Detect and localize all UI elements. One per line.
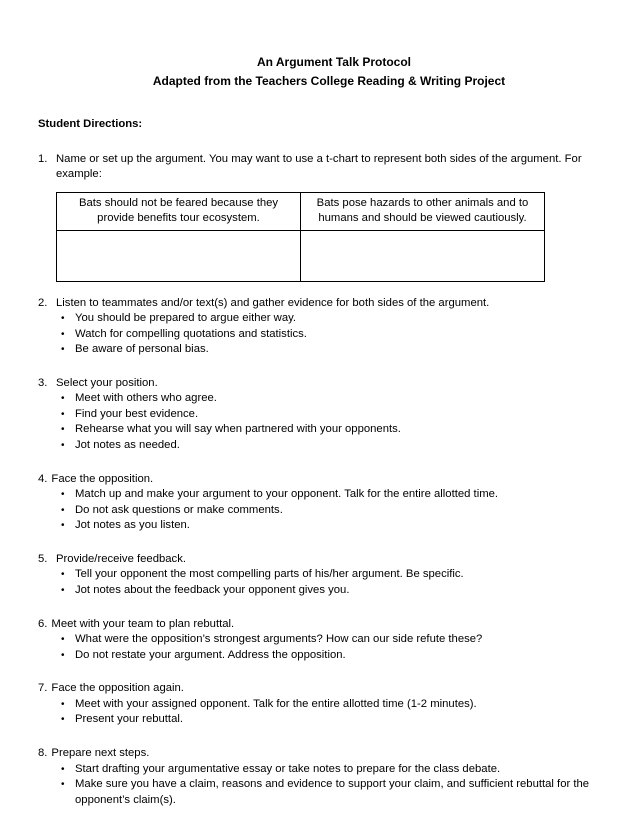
step-text: Face the opposition again. xyxy=(51,682,184,695)
bullet-icon: • xyxy=(61,440,65,452)
list-item: • Match up and make your argument to your opponent. Talk for the entire allotted time. xyxy=(75,487,608,503)
list-item: • Jot notes as needed. xyxy=(75,438,608,454)
step-8-bullets xyxy=(38,762,608,809)
step-4 xyxy=(38,472,608,488)
step-8 xyxy=(38,746,608,762)
bullet-icon: • xyxy=(61,424,65,436)
t-chart xyxy=(56,192,545,282)
t-chart-right-cell xyxy=(301,230,545,281)
step-number: 2. xyxy=(38,296,48,309)
bullet-icon: • xyxy=(61,585,65,597)
step-3 xyxy=(38,376,608,392)
list-item: • Watch for compelling quotations and statistics. xyxy=(75,327,608,343)
bullet-icon: • xyxy=(61,779,65,791)
step-number: 1. xyxy=(38,152,48,165)
directions-heading: Student Directions: xyxy=(38,118,143,130)
step-2-bullets xyxy=(38,311,608,358)
t-chart-right-header: Bats pose hazards to other animals and to humans and should be viewed cautiously. xyxy=(301,192,545,230)
step-5-bullets xyxy=(38,567,608,598)
step-6-bullets xyxy=(38,632,608,663)
step-2 xyxy=(38,296,608,312)
bullet-icon: • xyxy=(61,489,65,501)
document-subtitle: Adapted from the Teachers College Reading & Writing Project xyxy=(152,74,506,88)
bullet-icon: • xyxy=(61,569,65,581)
step-6 xyxy=(38,617,608,633)
step-number: 7. xyxy=(38,682,48,695)
step-7-bullets xyxy=(38,697,608,728)
list-item: • Tell your opponent the most compelling parts of his/her argument. Be specific. xyxy=(75,567,608,583)
list-item: • Be aware of personal bias. xyxy=(75,342,608,358)
list-item: • Do not ask questions or make comments. xyxy=(75,503,608,519)
step-7 xyxy=(38,681,608,697)
list-item: • Do not restate your argument. Address the opposition. xyxy=(75,648,608,664)
bullet-icon: • xyxy=(61,408,65,420)
list-item: • Rehearse what you will say when partnered with your opponents. xyxy=(75,422,608,438)
list-item: • What were the opposition’s strongest arguments? How can our side refute these? xyxy=(75,632,608,648)
document-title: An Argument Talk Protocol xyxy=(256,55,411,69)
list-item: • Meet with your assigned opponent. Talk for the entire allotted time (1-2 minutes). xyxy=(75,697,608,713)
list-item: • Make sure you have a claim, reasons and evidence to support your claim, and sufficient rebuttal for the opponent’s claim(s). xyxy=(61,778,590,806)
step-4-bullets xyxy=(38,487,608,534)
bullet-icon: • xyxy=(61,328,65,340)
list-item: • Present your rebuttal. xyxy=(75,712,608,728)
bullet-icon: • xyxy=(61,520,65,532)
step-number: 5. xyxy=(38,552,48,565)
bullet-icon: • xyxy=(61,698,65,710)
step-text: Face the opposition. xyxy=(51,472,154,485)
bullet-icon: • xyxy=(61,313,65,324)
list-item: • Start drafting your argumentative essay or take notes to prepare for the class debate. xyxy=(75,762,608,778)
bullet-icon: • xyxy=(61,344,65,356)
step-text: Name or set up the argument. You may want to use a t-chart to represent both sides of the argument. For example: xyxy=(56,152,582,180)
step-5 xyxy=(38,552,608,568)
bullet-icon: • xyxy=(61,504,65,516)
bullet-icon: • xyxy=(61,393,65,405)
t-chart-left-cell xyxy=(57,230,301,281)
step-text: Listen to teammates and/or text(s) and gather evidence for both sides of the argument. xyxy=(56,296,490,309)
list-item: • Jot notes about the feedback your opponent gives you. xyxy=(75,583,608,599)
list-item: • Find your best evidence. xyxy=(75,407,608,423)
step-text: Select your position. xyxy=(56,376,158,389)
bullet-icon: • xyxy=(61,634,65,646)
step-number: 3. xyxy=(38,376,48,389)
step-text: Meet with your team to plan rebuttal. xyxy=(51,617,235,630)
step-number: 6. xyxy=(38,617,48,630)
bullet-icon: • xyxy=(61,763,65,775)
list-item: • You should be prepared to argue either way. xyxy=(75,311,608,327)
step-number: 8. xyxy=(38,747,48,759)
step-1 xyxy=(38,152,608,282)
step-text: Provide/receive feedback. xyxy=(56,552,186,565)
bullet-icon: • xyxy=(61,649,65,661)
bullet-icon: • xyxy=(61,714,65,726)
step-3-bullets xyxy=(38,391,608,453)
t-chart-left-header: Bats should not be feared because they provide benefits tour ecosystem. xyxy=(57,192,301,230)
step-number: 4. xyxy=(38,472,48,485)
list-item: • Meet with others who agree. xyxy=(75,391,608,407)
step-text: Prepare next steps. xyxy=(51,747,150,759)
list-item: • Jot notes as you listen. xyxy=(75,518,608,534)
